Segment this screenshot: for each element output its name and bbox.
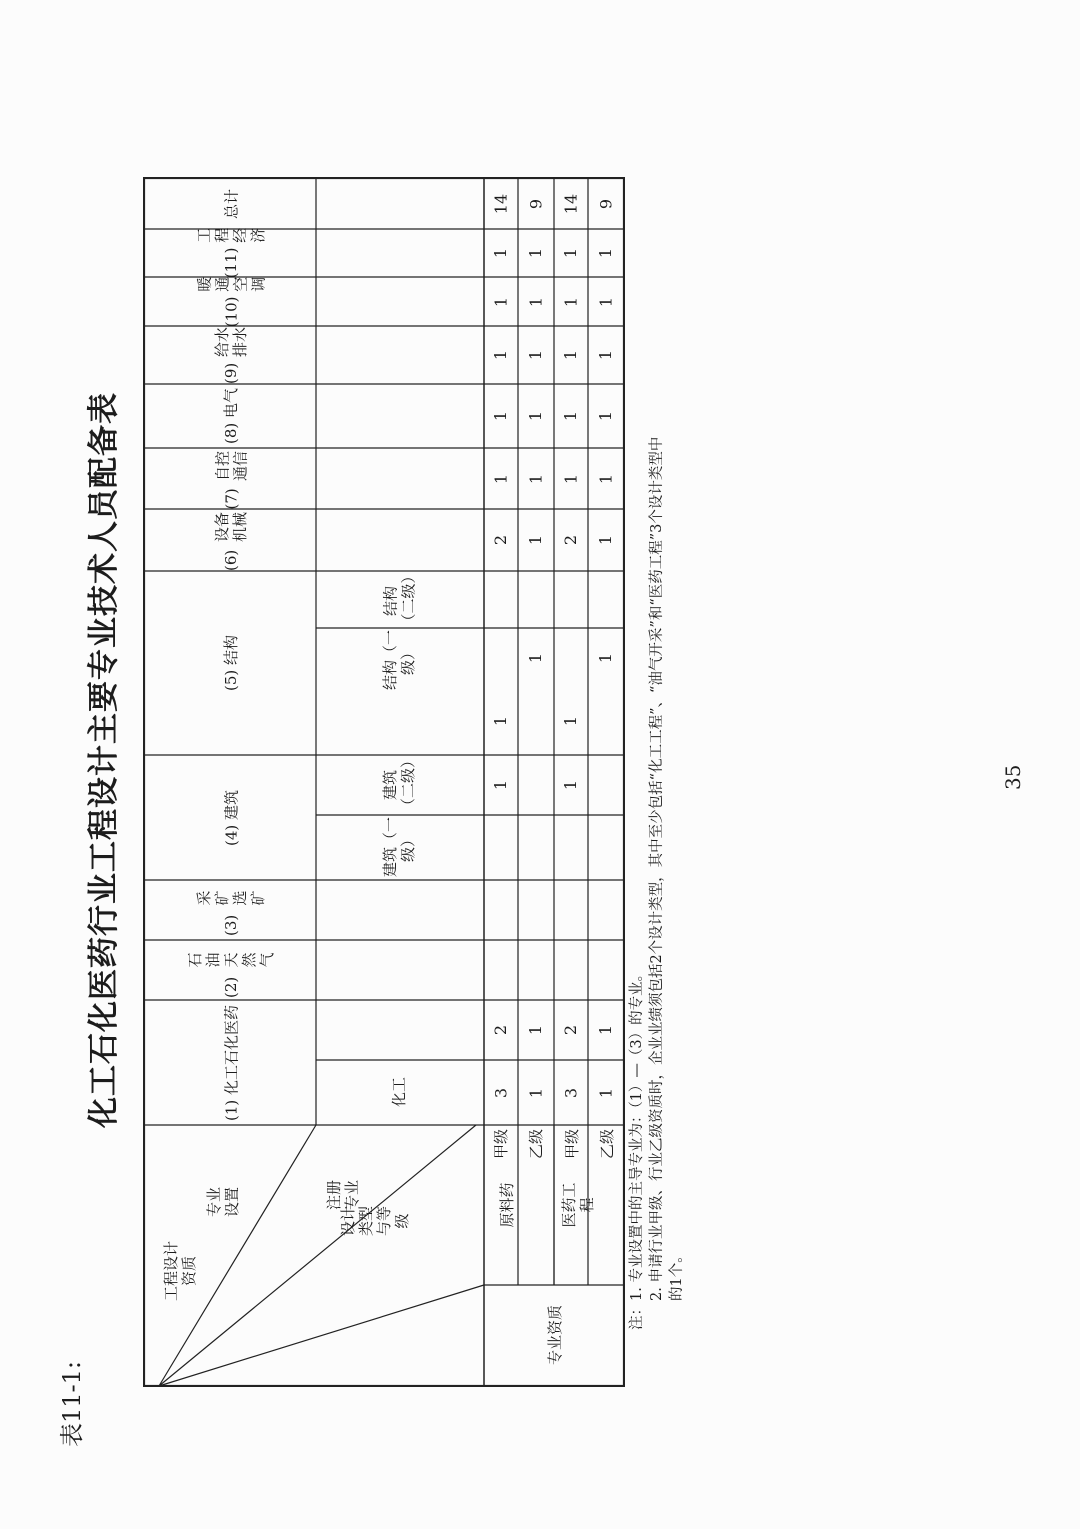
total-cell: 9 [596,198,615,209]
table-label: 表11-1: [58,1360,86,1447]
qualification-label: 专业资质 [546,1305,564,1366]
sub-chem: 化工 [390,1077,408,1108]
total-cell: 14 [561,193,580,214]
data-cell: 1 [526,534,545,546]
note-line: 2. 申请行业甲级、行业乙级资质时，企业业绩须包括2个设计类型，其中至少包括“化工工程”、“油气开采”和“医药工程”3个设计类型中 [649,436,665,1330]
col-header-9: (9) 给水排水 [213,326,249,384]
data-cell: 1 [596,349,615,361]
col-header-2: (2) 石油天然气 [186,952,276,998]
table-title: 化工石化医药行业工程设计主要专业技术人员配备表 [86,392,122,1128]
sub-struct2: 结构（二级） [381,567,417,628]
sub-struct1: 结构（一级） [381,629,417,690]
grade-cell: 乙级 [598,1129,616,1160]
data-cell: 1 [526,296,545,307]
data-cell: 1 [526,1024,545,1036]
data-cell: 1 [561,247,580,259]
sub-arch1: 建筑（一级） [381,816,417,877]
col-header-5: (5) 结构 [222,634,240,692]
notes [627,437,687,1330]
data-cell: 1 [491,410,510,422]
col-header-8: (8) 电气 [222,387,240,445]
data-cell: 1 [561,296,580,307]
data-cell: 1 [596,534,615,546]
data-cell: 2 [491,1024,510,1036]
data-cell: 1 [526,349,545,361]
data-cell: 1 [491,779,510,791]
group-pharma-eng: 医药工程 [560,1182,596,1228]
corner-registered: 注册专业 [325,1180,361,1211]
grade-cell: 甲级 [492,1129,510,1160]
corner-design-type: 设计类型与等级 [339,1206,411,1237]
col-header-3: (3) 采矿选矿 [195,890,267,936]
col-header-10: (10) 暖通空调 [195,276,267,327]
data-cell: 1 [561,473,580,484]
data-cell: 3 [561,1087,580,1098]
data-cell: 1 [526,410,545,422]
data-cell: 1 [526,652,545,664]
data-cell: 1 [596,1024,615,1036]
col-header-7: (7) 自控通信 [213,450,249,509]
data-cell: 3 [491,1087,510,1098]
data-cell: 1 [596,652,615,664]
grade-cell: 甲级 [563,1129,581,1160]
data-cell: 1 [596,296,615,307]
data-cell: 1 [561,715,580,727]
page-number: 35 [1001,764,1025,790]
data-cell: 1 [526,473,545,484]
col-header-4: (4) 建筑 [222,789,240,846]
staffing-table [143,177,625,1387]
data-cell: 1 [491,715,510,727]
data-cell: 1 [561,349,580,361]
corner-eng-design-qual: 工程设计资质 [162,1240,198,1301]
data-cell: 1 [596,1087,615,1098]
note-line: 注：1. 专业设置中的主导专业为：（1）—（3）的专业。 [629,966,645,1330]
data-cell: 1 [596,473,615,484]
note-line: 的1个。 [669,1248,685,1330]
total-cell: 14 [491,193,510,214]
data-cell: 1 [491,349,510,361]
data-cell: 2 [491,534,510,546]
data-cell: 1 [491,247,510,259]
corner-specialty: 专业设置 [205,1187,241,1218]
grade-cell: 乙级 [527,1129,545,1160]
col-header-total: 总计 [222,188,240,219]
data-cell: 1 [491,296,510,307]
data-cell: 1 [491,473,510,484]
col-header-1: (1) 化工石化医药 [222,1004,240,1121]
data-cell: 2 [561,534,580,546]
data-cell: 1 [596,410,615,422]
col-header-6: (6) 设备机械 [213,511,249,571]
data-cell: 1 [561,779,580,791]
col-header-11: (11) 工程经济 [195,227,267,279]
data-cell: 1 [526,1087,545,1098]
data-cell: 1 [596,247,615,259]
data-cell: 1 [526,247,545,259]
total-cell: 9 [526,198,545,209]
data-cell: 2 [561,1024,580,1036]
data-cell: 1 [561,410,580,422]
sub-arch2: 建筑（二级） [381,752,417,813]
group-api: 原料药 [498,1182,516,1228]
